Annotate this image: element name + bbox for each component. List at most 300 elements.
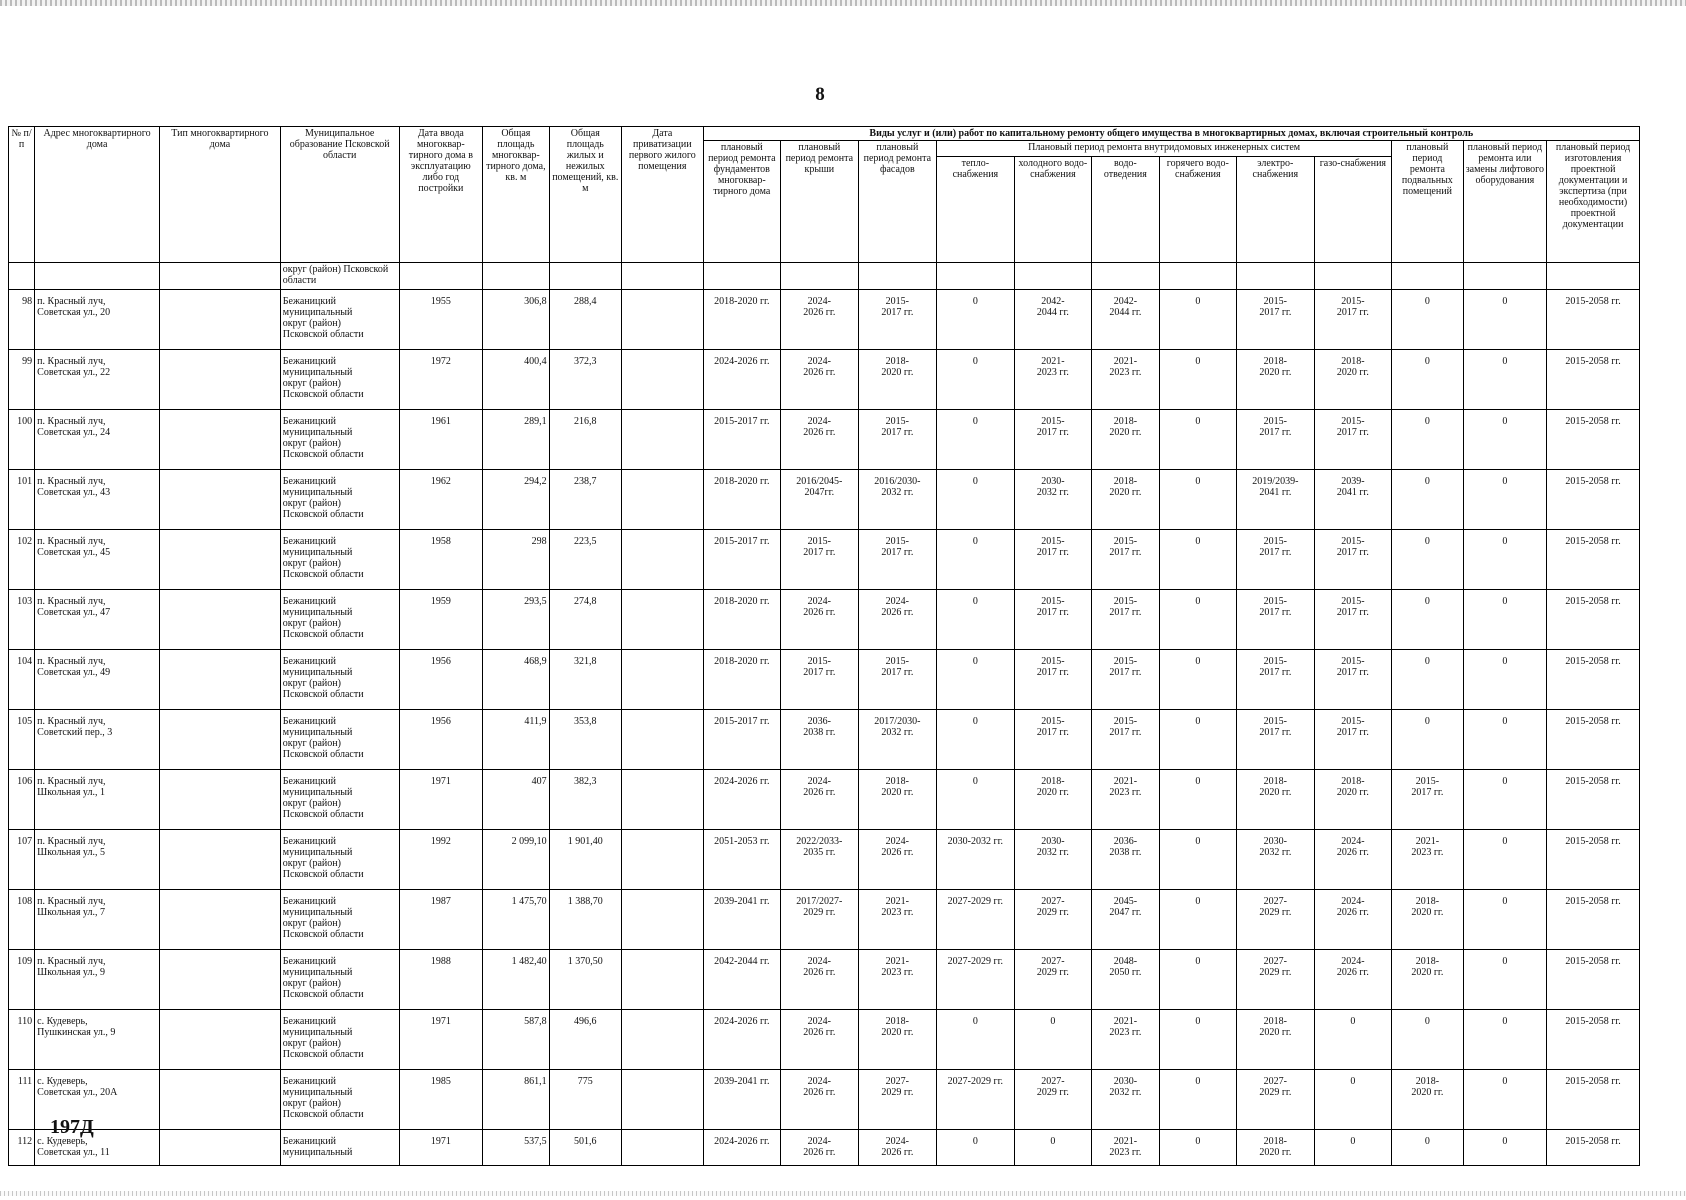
cell-living-area: 353,8 (549, 710, 621, 770)
cell-heat: 0 (937, 1130, 1015, 1166)
cell-facade: 2024- 2026 гг. (858, 590, 937, 650)
scan-edge-bottom (0, 1191, 1686, 1196)
cell-cold-water: 2021- 2023 гг. (1014, 350, 1092, 410)
cell-cold-water: 2015- 2017 гг. (1014, 410, 1092, 470)
col-header-works-group: Виды услуг и (или) работ по капитальному ремонту общего имущества в многоквартирных домах, включая строительный контроль (703, 127, 1639, 141)
cell-num: 112 (9, 1130, 35, 1166)
cell-sewer: 2036- 2038 гг. (1092, 830, 1159, 890)
cell-privatization (622, 830, 704, 890)
cell-cold-water: 2027- 2029 гг. (1014, 950, 1092, 1010)
cell-basement: 2018- 2020 гг. (1392, 1070, 1463, 1130)
table-row (9, 590, 1640, 650)
cell-year: 1987 (399, 890, 483, 950)
cell-foundation: 2018-2020 гг. (703, 650, 781, 710)
table-row (9, 830, 1640, 890)
cell-gas: 2015- 2017 гг. (1314, 410, 1392, 470)
col-header-hot-water: горячего водо-снабжения (1159, 157, 1237, 263)
cell-sewer: 2015- 2017 гг. (1092, 650, 1159, 710)
cell-foundation: 2015-2017 гг. (703, 710, 781, 770)
cell-sewer: 2021- 2023 гг. (1092, 350, 1159, 410)
col-header-total-area: Общая площадь многоквар-тирного дома, кв. м (483, 127, 549, 263)
cell-address: п. Красный луч, Школьная ул., 5 (35, 830, 160, 890)
cell-municipality: Бежаницкий муниципальный округ (район) Псковской области (280, 290, 399, 350)
cell-num: 105 (9, 710, 35, 770)
table-row (9, 350, 1640, 410)
capital-repair-table (8, 126, 1640, 1166)
table-row (9, 410, 1640, 470)
cell-gas: 0 (1314, 1070, 1392, 1130)
cell-hot-water: 0 (1159, 470, 1237, 530)
cell-num: 111 (9, 1070, 35, 1130)
cell-municipality: Бежаницкий муниципальный округ (район) Псковской области (280, 350, 399, 410)
cell-total-area: 468,9 (483, 650, 549, 710)
table-body (9, 263, 1640, 1166)
col-header-type: Тип многоквартирного дома (160, 127, 281, 263)
cell-privatization (622, 590, 704, 650)
cell-foundation: 2024-2026 гг. (703, 1010, 781, 1070)
cell-gas: 2024- 2026 гг. (1314, 830, 1392, 890)
cell-electric: 2015- 2017 гг. (1237, 410, 1315, 470)
cell-num: 103 (9, 590, 35, 650)
cell-hot-water: 0 (1159, 710, 1237, 770)
col-header-elevator: плановый период ремонта или замены лифтового оборудования (1463, 141, 1547, 263)
document-code: 197Д (50, 1116, 94, 1138)
cell-sewer: 2018- 2020 гг. (1092, 410, 1159, 470)
cell-municipality: Бежаницкий муниципальный округ (район) Псковской области (280, 410, 399, 470)
col-header-basement: плановый период ремонта подвальных помещений (1392, 141, 1463, 263)
cell-total-area: 1 482,40 (483, 950, 549, 1010)
cell-type (160, 590, 281, 650)
cell-heat: 0 (937, 650, 1015, 710)
cell-roof: 2024- 2026 гг. (781, 950, 859, 1010)
col-header-gas: газо-снабжения (1314, 157, 1392, 263)
cell-electric: 2018- 2020 гг. (1237, 1130, 1315, 1166)
cell-foundation: 2024-2026 гг. (703, 350, 781, 410)
cell-basement: 0 (1392, 590, 1463, 650)
cell-sewer: 2042- 2044 гг. (1092, 290, 1159, 350)
cell-year: 1955 (399, 290, 483, 350)
cell-facade: 2018- 2020 гг. (858, 770, 937, 830)
cell-basement: 0 (1392, 350, 1463, 410)
cell-electric: 2018- 2020 гг. (1237, 1010, 1315, 1070)
cell-cold-water: 2027- 2029 гг. (1014, 890, 1092, 950)
cell-foundation: 2018-2020 гг. (703, 470, 781, 530)
cell-sewer: 2045- 2047 гг. (1092, 890, 1159, 950)
cell-basement: 2018- 2020 гг. (1392, 890, 1463, 950)
cell-roof: 2024- 2026 гг. (781, 410, 859, 470)
cell-basement: 0 (1392, 1130, 1463, 1166)
cell-hot-water: 0 (1159, 1070, 1237, 1130)
cell-sewer: 2018- 2020 гг. (1092, 470, 1159, 530)
cell-year: 1992 (399, 830, 483, 890)
cell-hot-water: 0 (1159, 410, 1237, 470)
cell-project: 2015-2058 гг. (1547, 410, 1640, 470)
cell-total-area: 294,2 (483, 470, 549, 530)
cell-project: 2015-2058 гг. (1547, 470, 1640, 530)
cell-living-area: 238,7 (549, 470, 621, 530)
cell-gas: 2018- 2020 гг. (1314, 350, 1392, 410)
cell-num: 110 (9, 1010, 35, 1070)
cell-living-area: 775 (549, 1070, 621, 1130)
cell-facade: 2016/2030- 2032 гг. (858, 470, 937, 530)
cell-elevator: 0 (1463, 1070, 1547, 1130)
cell-hot-water: 0 (1159, 950, 1237, 1010)
cell-heat: 2027-2029 гг. (937, 890, 1015, 950)
cell-privatization (622, 950, 704, 1010)
cell-num: 101 (9, 470, 35, 530)
cell-electric: 2030- 2032 гг. (1237, 830, 1315, 890)
cell-heat: 0 (937, 770, 1015, 830)
table-row (9, 770, 1640, 830)
cell-address: п. Красный луч, Советская ул., 47 (35, 590, 160, 650)
cell-project: 2015-2058 гг. (1547, 1010, 1640, 1070)
col-header-sewer: водо-отведения (1092, 157, 1159, 263)
cell-basement: 0 (1392, 410, 1463, 470)
cell-roof: 2024- 2026 гг. (781, 1070, 859, 1130)
cell-type (160, 890, 281, 950)
cell-roof: 2017/2027- 2029 гг. (781, 890, 859, 950)
cell-project: 2015-2058 гг. (1547, 710, 1640, 770)
cell-gas: 2015- 2017 гг. (1314, 530, 1392, 590)
cell-privatization (622, 1070, 704, 1130)
cell-type (160, 1070, 281, 1130)
cell-elevator: 0 (1463, 950, 1547, 1010)
cell-facade: 2021- 2023 гг. (858, 890, 937, 950)
cell-electric: 2015- 2017 гг. (1237, 710, 1315, 770)
table-row (9, 470, 1640, 530)
col-header-municipality: Муниципальное образование Псковской области (280, 127, 399, 263)
cell-heat: 0 (937, 290, 1015, 350)
col-header-project: плановый период изготовления проектной документации и экспертиза (при необходимости) проектной документации (1547, 141, 1640, 263)
cell-cold-water: 2015- 2017 гг. (1014, 590, 1092, 650)
cell-heat: 0 (937, 1010, 1015, 1070)
cell-electric: 2027- 2029 гг. (1237, 1070, 1315, 1130)
cell-num: 109 (9, 950, 35, 1010)
cell-living-area: 382,3 (549, 770, 621, 830)
cell-elevator: 0 (1463, 890, 1547, 950)
cell-foundation: 2015-2017 гг. (703, 530, 781, 590)
cell-privatization (622, 770, 704, 830)
cell-sewer: 2021- 2023 гг. (1092, 1130, 1159, 1166)
cell-elevator: 0 (1463, 1130, 1547, 1166)
cell-gas: 0 (1314, 1130, 1392, 1166)
cell-municipality: Бежаницкий муниципальный округ (район) Псковской области (280, 1070, 399, 1130)
cell-electric: 2027- 2029 гг. (1237, 950, 1315, 1010)
cell-municipality: Бежаницкий муниципальный округ (район) Псковской области (280, 590, 399, 650)
cell-foundation: 2024-2026 гг. (703, 1130, 781, 1166)
col-header-roof: плановый период ремонта крыши (781, 141, 859, 263)
cell-sewer: 2015- 2017 гг. (1092, 590, 1159, 650)
cell-electric: 2018- 2020 гг. (1237, 350, 1315, 410)
cell-municipality: Бежаницкий муниципальный округ (район) Псковской области (280, 830, 399, 890)
cell-gas: 2015- 2017 гг. (1314, 710, 1392, 770)
cell-gas: 2024- 2026 гг. (1314, 950, 1392, 1010)
cell-electric: 2015- 2017 гг. (1237, 590, 1315, 650)
cell-foundation: 2018-2020 гг. (703, 290, 781, 350)
cell-municipality: Бежаницкий муниципальный округ (район) Псковской области (280, 710, 399, 770)
cell-address: п. Красный луч, Советский пер., 3 (35, 710, 160, 770)
cell-hot-water: 0 (1159, 770, 1237, 830)
cell-foundation: 2039-2041 гг. (703, 890, 781, 950)
cell-facade: 2017/2030- 2032 гг. (858, 710, 937, 770)
cell-cold-water: 2030- 2032 гг. (1014, 830, 1092, 890)
cell-address: с. Кудеверь, Советская ул., 11 (35, 1130, 160, 1166)
cell-project: 2015-2058 гг. (1547, 890, 1640, 950)
cell-cold-water: 0 (1014, 1010, 1092, 1070)
cell-elevator: 0 (1463, 410, 1547, 470)
cell-gas: 2024- 2026 гг. (1314, 890, 1392, 950)
col-header-systems-group: Плановый период ремонта внутридомовых инженерных систем (937, 141, 1392, 157)
cell-num: 108 (9, 890, 35, 950)
cell-project: 2015-2058 гг. (1547, 770, 1640, 830)
cell-total-area: 537,5 (483, 1130, 549, 1166)
cell-basement: 2015- 2017 гг. (1392, 770, 1463, 830)
cell-roof: 2022/2033- 2035 гг. (781, 830, 859, 890)
cell-heat: 0 (937, 410, 1015, 470)
cell-year: 1956 (399, 710, 483, 770)
cell-electric: 2015- 2017 гг. (1237, 530, 1315, 590)
cell-gas: 0 (1314, 1010, 1392, 1070)
cell-address: п. Красный луч, Советская ул., 24 (35, 410, 160, 470)
cell-type (160, 290, 281, 350)
col-header-living-area: Общая площадь жилых и нежилых помещений, кв. м (549, 127, 621, 263)
cell-living-area: 216,8 (549, 410, 621, 470)
cell-type (160, 410, 281, 470)
cell-facade: 2027- 2029 гг. (858, 1070, 937, 1130)
cell-municipality: Бежаницкий муниципальный округ (район) Псковской области (280, 950, 399, 1010)
cell-gas: 2015- 2017 гг. (1314, 650, 1392, 710)
col-header-heat: тепло-снабжения (937, 157, 1015, 263)
cell-address: п. Красный луч, Советская ул., 49 (35, 650, 160, 710)
table-header (9, 127, 1640, 263)
cell-total-area: 587,8 (483, 1010, 549, 1070)
col-header-cold-water: холодного водо-снабжения (1014, 157, 1092, 263)
cell-project: 2015-2058 гг. (1547, 1070, 1640, 1130)
table-row (9, 650, 1640, 710)
cell-roof: 2024- 2026 гг. (781, 1010, 859, 1070)
cell-address: п. Красный луч, Советская ул., 45 (35, 530, 160, 590)
cell-municipality: Бежаницкий муниципальный округ (район) Псковской области (280, 1010, 399, 1070)
cell-year: 1958 (399, 530, 483, 590)
table-row-last (9, 1130, 1640, 1166)
cell-foundation: 2042-2044 гг. (703, 950, 781, 1010)
cell-project: 2015-2058 гг. (1547, 290, 1640, 350)
cell-roof: 2036- 2038 гг. (781, 710, 859, 770)
table-row (9, 530, 1640, 590)
cell-num: 102 (9, 530, 35, 590)
cell-basement: 2018- 2020 гг. (1392, 950, 1463, 1010)
cell-num: 106 (9, 770, 35, 830)
cell-address: п. Красный луч, Советская ул., 20 (35, 290, 160, 350)
cell-privatization (622, 530, 704, 590)
cell-total-area: 400,4 (483, 350, 549, 410)
table-row (9, 950, 1640, 1010)
cell-elevator: 0 (1463, 770, 1547, 830)
cell-privatization (622, 710, 704, 770)
cell-facade: 2018- 2020 гг. (858, 350, 937, 410)
cell-total-area: 293,5 (483, 590, 549, 650)
cell-privatization (622, 410, 704, 470)
cell-facade: 2015- 2017 гг. (858, 650, 937, 710)
cell-privatization (622, 890, 704, 950)
cell-year: 1988 (399, 950, 483, 1010)
cell-roof: 2024- 2026 гг. (781, 290, 859, 350)
cell-cold-water: 2015- 2017 гг. (1014, 530, 1092, 590)
cell-sewer: 2030- 2032 гг. (1092, 1070, 1159, 1130)
cell-basement: 0 (1392, 710, 1463, 770)
cell-facade: 2021- 2023 гг. (858, 950, 937, 1010)
cell-type (160, 650, 281, 710)
cell-privatization (622, 650, 704, 710)
cell-foundation: 2051-2053 гг. (703, 830, 781, 890)
cell-roof: 2015- 2017 гг. (781, 650, 859, 710)
cell-heat: 0 (937, 710, 1015, 770)
cell-roof: 2024- 2026 гг. (781, 1130, 859, 1166)
cell-foundation: 2039-2041 гг. (703, 1070, 781, 1130)
cell-type (160, 830, 281, 890)
cell-address: с. Кудеверь, Советская ул., 20А (35, 1070, 160, 1130)
cell-living-area: 1 388,70 (549, 890, 621, 950)
col-header-commission-date: Дата ввода многоквар-тирного дома в эксплуатацию либо год постройки (399, 127, 483, 263)
cell-type (160, 1010, 281, 1070)
cell-basement: 0 (1392, 530, 1463, 590)
cell-address: п. Красный луч, Школьная ул., 1 (35, 770, 160, 830)
cell-num: 104 (9, 650, 35, 710)
col-header-facade: плановый период ремонта фасадов (858, 141, 937, 263)
cell-project: 2015-2058 гг. (1547, 1130, 1640, 1166)
cell-facade: 2015- 2017 гг. (858, 290, 937, 350)
table-row-continuation (9, 263, 1640, 290)
cell-municipality: Бежаницкий муниципальный округ (район) Псковской области (280, 650, 399, 710)
cell-address: п. Красный луч, Советская ул., 43 (35, 470, 160, 530)
col-header-num: № п/п (9, 127, 35, 263)
cell-heat: 0 (937, 530, 1015, 590)
cell-num: 107 (9, 830, 35, 890)
cell-privatization (622, 350, 704, 410)
cell-electric: 2027- 2029 гг. (1237, 890, 1315, 950)
cell-type (160, 1130, 281, 1166)
cell-year: 1956 (399, 650, 483, 710)
cell-heat: 0 (937, 350, 1015, 410)
cell-living-area: 1 901,40 (549, 830, 621, 890)
cell-electric: 2019/2039- 2041 гг. (1237, 470, 1315, 530)
scan-edge-top (0, 0, 1686, 6)
cell-elevator: 0 (1463, 1010, 1547, 1070)
cell-facade: 2024- 2026 гг. (858, 1130, 937, 1166)
cell-facade: 2018- 2020 гг. (858, 1010, 937, 1070)
cell-project: 2015-2058 гг. (1547, 650, 1640, 710)
cell-hot-water: 0 (1159, 830, 1237, 890)
cell-total-area: 2 099,10 (483, 830, 549, 890)
cell-year: 1972 (399, 350, 483, 410)
cell-year: 1971 (399, 770, 483, 830)
cell-roof: 2016/2045- 2047гг. (781, 470, 859, 530)
col-header-foundation: плановый период ремонта фундаментов многоквар-тирного дома (703, 141, 781, 263)
cell-foundation: 2024-2026 гг. (703, 770, 781, 830)
cell-type (160, 350, 281, 410)
cell-project: 2015-2058 гг. (1547, 950, 1640, 1010)
cell-project: 2015-2058 гг. (1547, 830, 1640, 890)
cell-cold-water: 2015- 2017 гг. (1014, 710, 1092, 770)
cell-sewer: 2021- 2023 гг. (1092, 1010, 1159, 1070)
cell-foundation: 2018-2020 гг. (703, 590, 781, 650)
cell-hot-water: 0 (1159, 1130, 1237, 1166)
cell-total-area: 407 (483, 770, 549, 830)
cell-cold-water: 2018- 2020 гг. (1014, 770, 1092, 830)
cell-gas: 2015- 2017 гг. (1314, 290, 1392, 350)
cell-address: п. Красный луч, Школьная ул., 9 (35, 950, 160, 1010)
cell-year: 1961 (399, 410, 483, 470)
cell-address: п. Красный луч, Школьная ул., 7 (35, 890, 160, 950)
cell-gas: 2018- 2020 гг. (1314, 770, 1392, 830)
cell-roof: 2015- 2017 гг. (781, 530, 859, 590)
cell-municipality: Бежаницкий муниципальный округ (район) Псковской области (280, 470, 399, 530)
cell-project: 2015-2058 гг. (1547, 350, 1640, 410)
cell-sewer: 2015- 2017 гг. (1092, 530, 1159, 590)
cell-year: 1959 (399, 590, 483, 650)
cell-heat: 2030-2032 гг. (937, 830, 1015, 890)
cell-living-area: 288,4 (549, 290, 621, 350)
col-header-privatization: Дата приватизации первого жилого помещения (622, 127, 704, 263)
cell-total-area: 1 475,70 (483, 890, 549, 950)
cell-elevator: 0 (1463, 650, 1547, 710)
cell-num: 99 (9, 350, 35, 410)
cell-privatization (622, 290, 704, 350)
cell-municipality: Бежаницкий муниципальный округ (район) Псковской области (280, 890, 399, 950)
cell-electric: 2015- 2017 гг. (1237, 290, 1315, 350)
cell-total-area: 306,8 (483, 290, 549, 350)
cell-living-area: 1 370,50 (549, 950, 621, 1010)
cell-elevator: 0 (1463, 710, 1547, 770)
cell-type (160, 770, 281, 830)
cell-sewer: 2021- 2023 гг. (1092, 770, 1159, 830)
cell-basement: 2021- 2023 гг. (1392, 830, 1463, 890)
cell-facade: 2015- 2017 гг. (858, 530, 937, 590)
col-header-address: Адрес многоквартирного дома (35, 127, 160, 263)
cell-basement: 0 (1392, 1010, 1463, 1070)
cell-cold-water: 2042- 2044 гг. (1014, 290, 1092, 350)
cell-basement: 0 (1392, 290, 1463, 350)
cell-basement: 0 (1392, 650, 1463, 710)
cell-hot-water: 0 (1159, 290, 1237, 350)
cell-foundation: 2015-2017 гг. (703, 410, 781, 470)
cell-living-area: 223,5 (549, 530, 621, 590)
table-row (9, 710, 1640, 770)
cell-total-area: 298 (483, 530, 549, 590)
cell-year: 1962 (399, 470, 483, 530)
cell-total-area: 861,1 (483, 1070, 549, 1130)
cell-privatization (622, 1010, 704, 1070)
cell-hot-water: 0 (1159, 1010, 1237, 1070)
cell-cold-water: 2030- 2032 гг. (1014, 470, 1092, 530)
cell-cold-water: 0 (1014, 1130, 1092, 1166)
cell-total-area: 411,9 (483, 710, 549, 770)
cell-sewer: 2015- 2017 гг. (1092, 710, 1159, 770)
cell-type (160, 710, 281, 770)
cell-privatization (622, 470, 704, 530)
cell-address: с. Кудеверь, Пушкинская ул., 9 (35, 1010, 160, 1070)
cell-year: 1971 (399, 1010, 483, 1070)
cell-heat: 0 (937, 590, 1015, 650)
cell-living-area: 496,6 (549, 1010, 621, 1070)
cell-electric: 2018- 2020 гг. (1237, 770, 1315, 830)
cell-hot-water: 0 (1159, 890, 1237, 950)
cell-heat: 2027-2029 гг. (937, 1070, 1015, 1130)
table-row (9, 1070, 1640, 1130)
table-row (9, 290, 1640, 350)
cell-type (160, 470, 281, 530)
cell-gas: 2039- 2041 гг. (1314, 470, 1392, 530)
